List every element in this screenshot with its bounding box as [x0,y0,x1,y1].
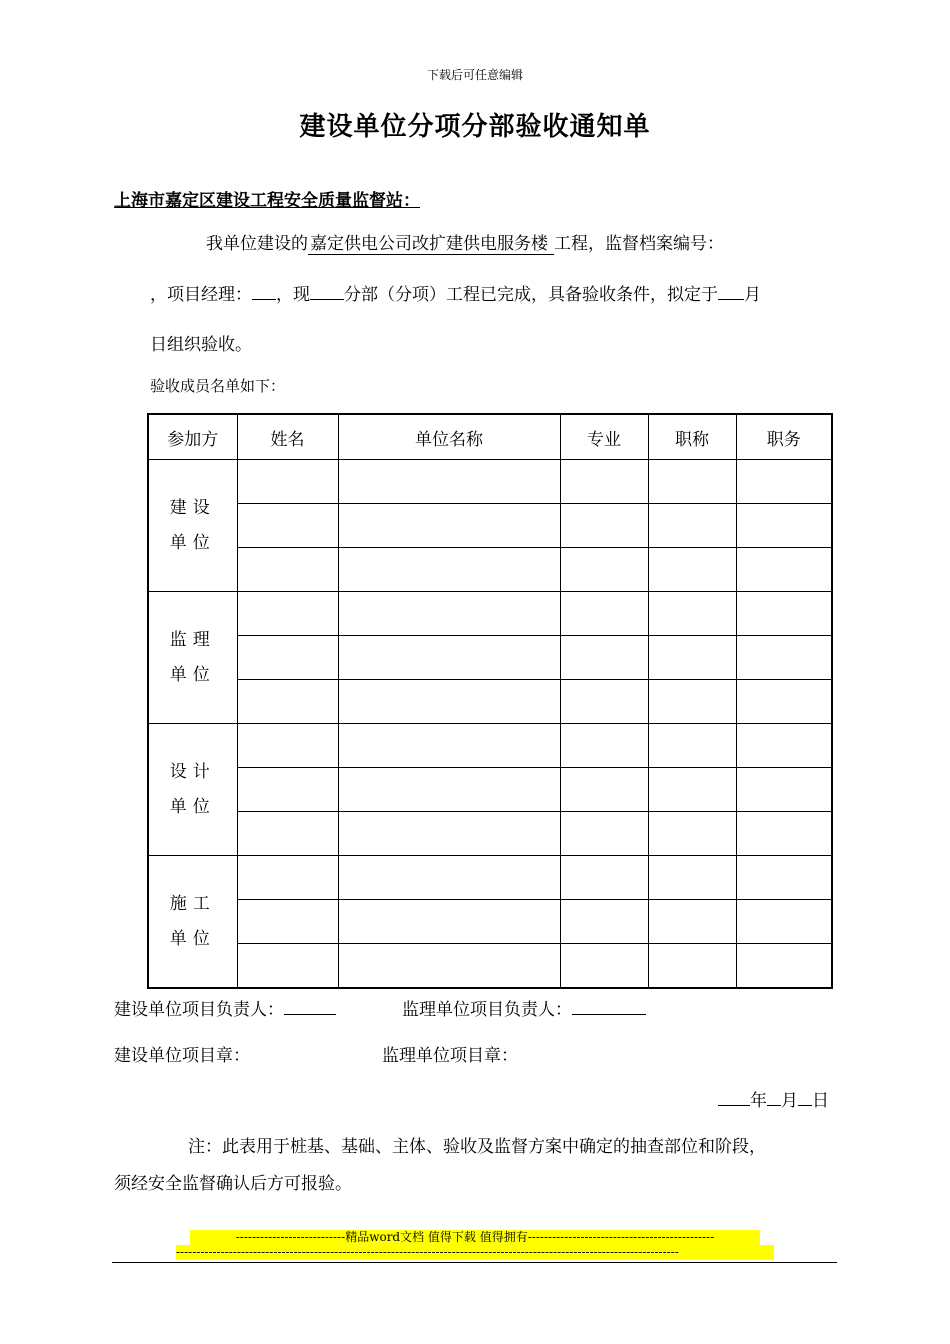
table-cell[interactable] [736,592,832,636]
table-cell[interactable] [648,944,736,989]
body-line1-prefix: 我单位建设的 [206,234,308,254]
note-line-1: 注：此表用于桩基、基础、主体、验收及监督方案中确定的抽查部位和阶段， [188,1137,766,1157]
table-cell[interactable] [338,636,560,680]
supervisor-lead-line [402,995,646,1020]
table-row [148,680,832,724]
col-header-party: 参加方 [148,414,237,460]
month-blank [718,283,744,300]
body-line-1 [206,229,724,255]
table-cell[interactable] [338,900,560,944]
party-contractor [148,856,237,989]
party-contractor-line2: 单位 [169,928,216,949]
table-cell[interactable] [237,592,338,636]
table-cell[interactable] [560,768,648,812]
table-row [148,768,832,812]
table-row [148,856,832,900]
body-line2-d: 月 [744,285,761,305]
table-cell[interactable] [736,460,832,504]
table-cell[interactable] [648,812,736,856]
body-line-3: 日组织验收。 [150,335,252,355]
table-cell[interactable] [338,504,560,548]
owner-seal-label: 建设单位项目章： [114,1046,250,1066]
party-supervisor-line2: 单位 [169,664,216,685]
table-cell[interactable] [237,900,338,944]
table-cell[interactable] [736,812,832,856]
table-row [148,460,832,504]
col-header-name: 姓名 [237,414,338,460]
table-row [148,944,832,989]
party-owner-line1: 建设 [169,497,216,518]
date-month: 月 [781,1091,798,1111]
table-cell[interactable] [648,636,736,680]
table-cell[interactable] [237,944,338,989]
table-cell[interactable] [237,548,338,592]
body-line2-c: 分部（分项）工程已完成，具备验收条件，拟定于 [344,285,718,305]
table-row [148,548,832,592]
table-cell[interactable] [560,548,648,592]
body-line2-a: ，项目经理： [150,285,252,305]
table-cell[interactable] [237,636,338,680]
footer-banner-1: ---------------------------精品word文档 值得下载 值得拥有---------------------------------------------- [190,1230,760,1245]
table-cell[interactable] [648,592,736,636]
owner-lead-line [114,995,336,1020]
year-blank[interactable] [718,1089,750,1106]
party-supervisor-line1: 监理 [169,629,216,650]
table-cell[interactable] [237,460,338,504]
col-header-unit-name: 单位名称 [338,414,560,460]
table-cell[interactable] [560,944,648,989]
table-header-row [148,414,832,460]
table-cell[interactable] [648,460,736,504]
party-designer-line1: 设计 [169,761,216,782]
table-cell[interactable] [736,944,832,989]
body-line1-suffix: 工程，监督档案编号： [554,234,724,254]
note-line-2: 须经安全监督确认后方可报验。 [114,1174,352,1194]
table-cell[interactable] [560,460,648,504]
table-cell[interactable] [237,724,338,768]
table-cell[interactable] [648,856,736,900]
table-cell[interactable] [338,548,560,592]
table-cell[interactable] [560,636,648,680]
table-cell[interactable] [237,812,338,856]
owner-lead-blank[interactable] [284,998,336,1015]
division-blank [310,283,344,300]
table-cell[interactable] [338,460,560,504]
footer-banner-2: ---------------------------------------------------------------------------------------------------------------------------- [176,1245,774,1260]
body-line-2 [150,280,761,305]
supervisor-lead-label: 监理单位项目负责人： [402,1000,572,1020]
table-cell[interactable] [237,680,338,724]
table-row [148,812,832,856]
table-cell[interactable] [338,724,560,768]
party-contractor-line1: 施工 [169,893,216,914]
header-note: 下载后可任意编辑 [426,68,523,82]
party-owner [148,460,237,592]
supervisor-seal-label: 监理单位项目章： [382,1046,518,1066]
table-cell[interactable] [237,504,338,548]
manager-blank [252,283,276,300]
date-day: 日 [812,1091,829,1111]
table-cell[interactable] [736,768,832,812]
table-row [148,900,832,944]
table-cell[interactable] [648,768,736,812]
table-cell[interactable] [338,944,560,989]
table-cell[interactable] [237,768,338,812]
party-owner-line2: 单位 [169,532,216,553]
party-supervisor [148,592,237,724]
col-header-position: 职务 [736,414,832,460]
table-cell[interactable] [560,680,648,724]
table-cell[interactable] [736,856,832,900]
page-title: 建设单位分项分部验收通知单 [299,112,651,142]
table-cell[interactable] [560,592,648,636]
date-year: 年 [750,1091,767,1111]
table-cell[interactable] [736,504,832,548]
table-cell[interactable] [560,900,648,944]
table-cell[interactable] [560,724,648,768]
body-line2-b: ，现 [276,285,310,305]
table-cell[interactable] [338,592,560,636]
party-designer-line2: 单位 [169,796,216,817]
month-date-blank[interactable] [767,1089,781,1106]
col-header-specialty: 专业 [560,414,648,460]
table-row [148,504,832,548]
table-row [148,592,832,636]
owner-lead-label: 建设单位项目负责人： [114,1000,284,1020]
table-cell[interactable] [736,724,832,768]
day-blank[interactable] [798,1089,812,1106]
party-designer [148,724,237,856]
members-table [147,413,833,989]
col-header-title: 职称 [648,414,736,460]
table-cell[interactable] [338,768,560,812]
table-cell[interactable] [648,680,736,724]
project-name: 嘉定供电公司改扩建供电服务楼 [308,235,554,255]
table-cell[interactable] [648,724,736,768]
table-cell[interactable] [338,856,560,900]
table-cell[interactable] [736,900,832,944]
table-cell[interactable] [560,856,648,900]
table-cell[interactable] [736,680,832,724]
table-row [148,724,832,768]
table-cell[interactable] [237,856,338,900]
members-caption: 验收成员名单如下： [150,377,286,395]
table-cell[interactable] [560,504,648,548]
table-cell[interactable] [648,900,736,944]
table-cell[interactable] [338,812,560,856]
addressee: 上海市嘉定区建设工程安全质量监督站： [114,191,420,211]
table-cell[interactable] [736,548,832,592]
date-line [718,1086,829,1111]
table-cell[interactable] [648,504,736,548]
table-cell[interactable] [338,680,560,724]
footer-rule [112,1262,837,1263]
table-cell[interactable] [736,636,832,680]
table-cell[interactable] [560,812,648,856]
table-cell[interactable] [648,548,736,592]
supervisor-lead-blank[interactable] [572,998,646,1015]
table-row [148,636,832,680]
